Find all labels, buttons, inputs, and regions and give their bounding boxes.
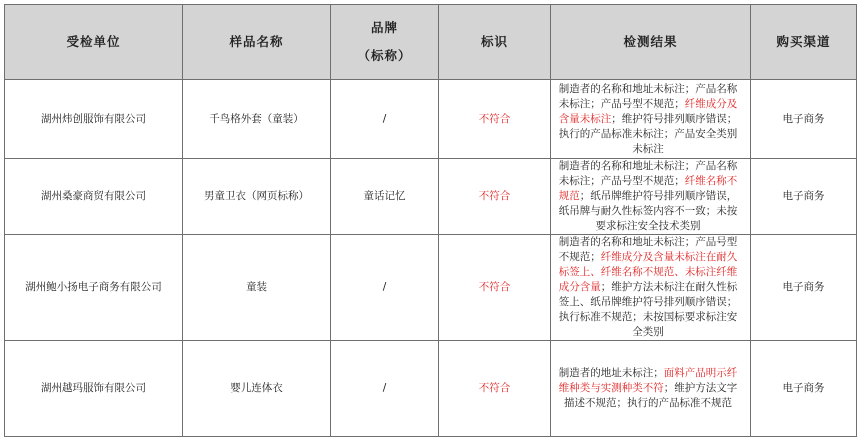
table-row <box>5 159 857 235</box>
header-result: 检测结果 <box>551 5 751 80</box>
result-seg: 制造者的名称和地址未标注；产品名称未标注；产品号型不规范； <box>558 160 738 187</box>
cell-mark: 不符合 <box>439 341 551 437</box>
cell-channel: 电子商务 <box>751 159 857 235</box>
table-row <box>5 341 857 437</box>
cell-sample: 千鸟格外套（童装） <box>183 80 331 159</box>
result-seg: ；维护方法未标注在耐久性标签上、纸吊牌维护符号排列顺序错误；执行标准不规范；未按国标要求标注安全类别 <box>558 281 738 338</box>
result-seg: 制造者的名称和地址未标注；产品号型不规范； <box>558 236 738 263</box>
cell-sample: 男童卫衣（网页标称） <box>183 159 331 235</box>
header-channel: 购买渠道 <box>751 5 857 80</box>
result-seg: ；维护方法文字描述不规范；执行的产品标准不规范 <box>564 382 738 409</box>
cell-brand: / <box>331 341 439 437</box>
cell-unit: 湖州炜创服饰有限公司 <box>5 80 183 159</box>
inspection-table <box>4 4 857 437</box>
cell-result <box>551 80 751 159</box>
header-row <box>5 5 857 80</box>
cell-mark: 不符合 <box>439 159 551 235</box>
result-seg-red: 纤维名称不规范 <box>558 175 738 202</box>
header-brand-line1: 品牌 <box>370 20 398 35</box>
cell-mark: 不符合 <box>439 235 551 341</box>
table-row <box>5 80 857 159</box>
cell-result <box>551 159 751 235</box>
result-seg: ；维护符号排列顺序错误；执行的产品标准未标注；产品安全类别未标注 <box>558 112 738 155</box>
cell-result <box>551 235 751 341</box>
cell-unit: 湖州桑豪商贸有限公司 <box>5 159 183 235</box>
cell-brand: / <box>331 80 439 159</box>
header-unit: 受检单位 <box>5 5 183 80</box>
result-seg: 制造者的名称和地址未标注；产品名称未标注；产品号型不规范； <box>558 82 738 110</box>
result-seg-red: 纤维成分及含量未标注 <box>558 97 738 125</box>
cell-brand: / <box>331 235 439 341</box>
cell-unit: 湖州鲍小扬电子商务有限公司 <box>5 235 183 341</box>
cell-brand: 童话记忆 <box>331 159 439 235</box>
cell-sample: 婴儿连体衣 <box>183 341 331 437</box>
header-brand <box>331 5 439 80</box>
result-seg: 制造者的地址未标注； <box>558 367 664 379</box>
header-brand-line2: （标称） <box>357 48 412 63</box>
result-seg: ；纸吊牌维护符号排列顺序错误，纸吊牌与耐久性标签内容不一致；未按要求标注安全技术类别 <box>558 190 738 232</box>
header-mark: 标识 <box>439 5 551 80</box>
cell-sample: 童装 <box>183 235 331 341</box>
cell-unit: 湖州越玛服饰有限公司 <box>5 341 183 437</box>
cell-channel: 电子商务 <box>751 80 857 159</box>
result-seg-red: 纤维成分及含量未标注在耐久标签上、纤维名称不规范、未标注纤维成分含量 <box>558 251 738 293</box>
cell-channel: 电子商务 <box>751 341 857 437</box>
table-row <box>5 235 857 341</box>
result-seg-red: 面料产品明示纤维种类与实测种类不符 <box>558 367 738 394</box>
header-sample: 样品名称 <box>183 5 331 80</box>
cell-channel: 电子商务 <box>751 235 857 341</box>
cell-result <box>551 341 751 437</box>
cell-mark: 不符合 <box>439 80 551 159</box>
